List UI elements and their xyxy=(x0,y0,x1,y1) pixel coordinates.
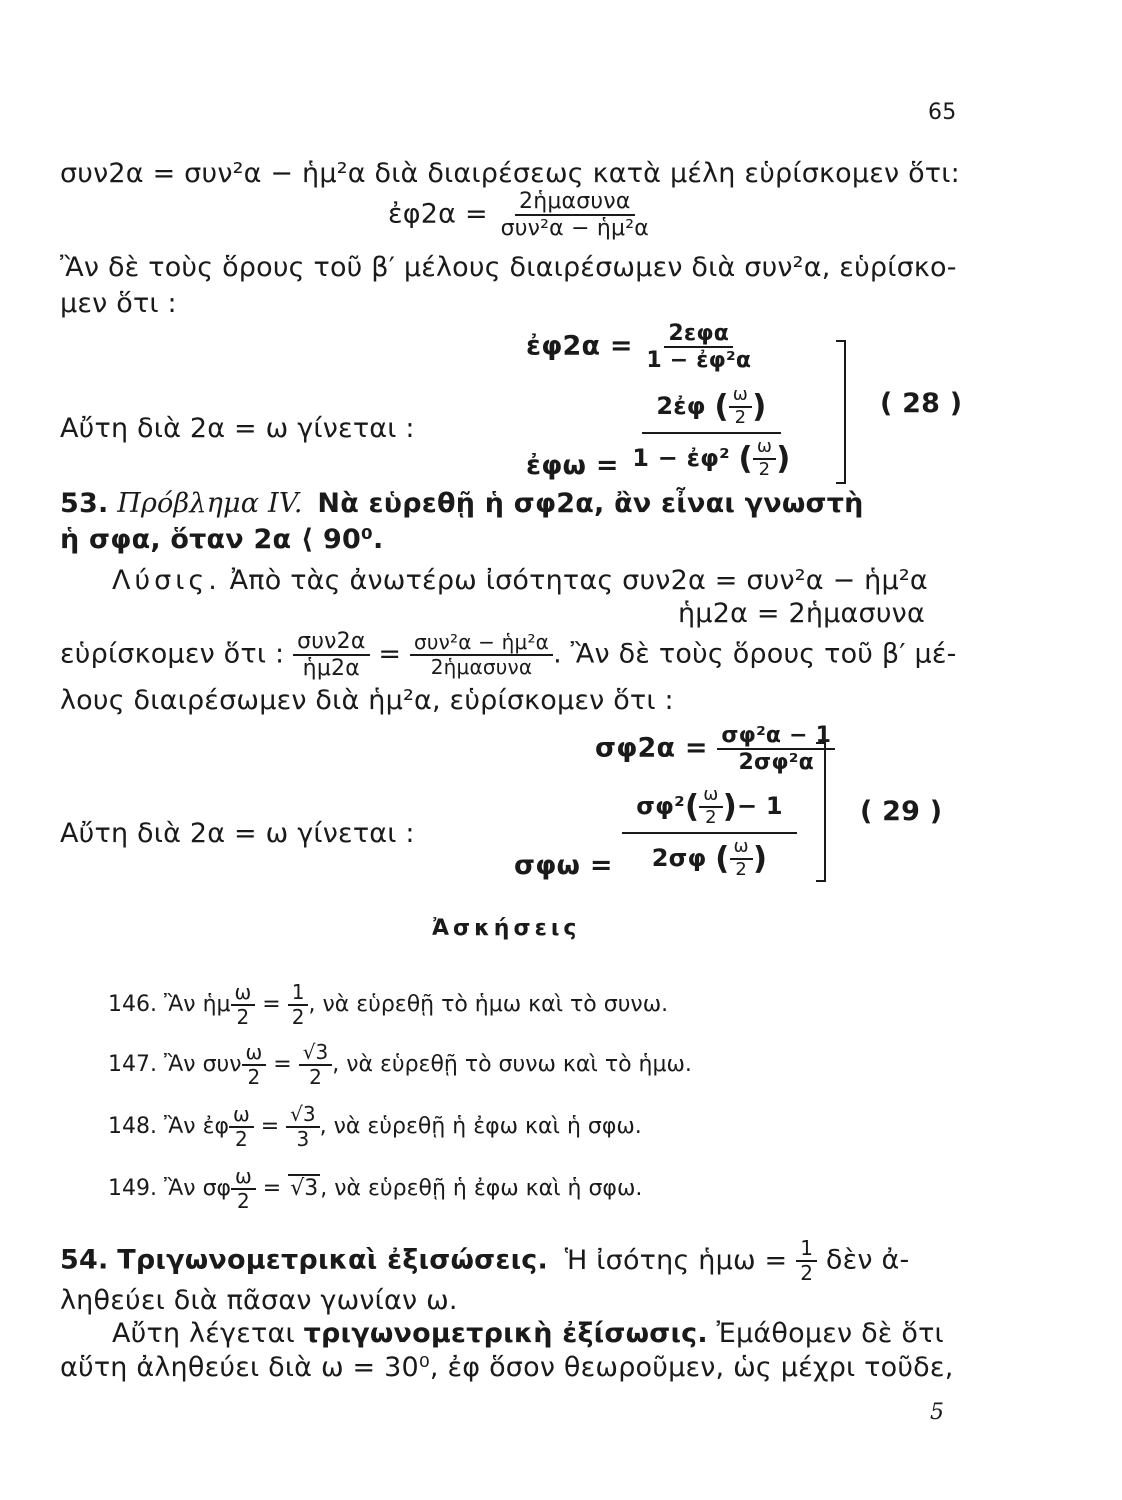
two-label: 2 xyxy=(234,1127,248,1151)
half-den: 2 xyxy=(800,1261,814,1285)
exercise-function: σφ xyxy=(202,1176,232,1201)
omega-label: ω xyxy=(231,1166,256,1190)
omega-label: ω xyxy=(730,838,753,860)
cot-fraction-num: συν2α xyxy=(293,630,369,656)
intro-line-1: συν2α = συν²α − ἡμ²α διὰ διαιρέσεως κατὰ μέλη εὑρίσκομεν ὅτι: xyxy=(60,158,960,189)
exercise-rhs: √3 xyxy=(290,1176,319,1201)
eq29-label: ( 29 ) xyxy=(860,796,943,827)
section53-line-3-a: εὑρίσκομεν ὅτι : xyxy=(60,638,285,670)
eq29-lhs-1: σφ2α = xyxy=(595,732,708,764)
exercise-number: 146. Ἂν xyxy=(108,992,196,1017)
two-label: 2 xyxy=(247,1065,261,1089)
eq29-den-1: 2σφ²α xyxy=(738,750,814,776)
section53-line-3-b: . Ἂν δὲ τοὺς ὅρους τοῦ β′ μέ- xyxy=(553,638,957,670)
exercise-rhs-den: 3 xyxy=(296,1127,310,1151)
exercise-rhs-den: 2 xyxy=(291,1005,305,1029)
eq28-row-1 xyxy=(526,322,755,372)
exercise-function: ἡμ xyxy=(202,992,231,1017)
section54-line-1-a: Ἡ ἰσότης ἡμω = xyxy=(564,1244,788,1276)
exercise-text: , νὰ εὑρεθῇ τὸ συνω καὶ τὸ ἡμω. xyxy=(332,1052,692,1077)
eq28-num-1: 2εφα xyxy=(664,322,733,348)
intro-line-2: Ἂν δὲ τοὺς ὅρους τοῦ β′ μέλους διαιρέσωμεν διὰ συν²α, εὑρίσκο- xyxy=(60,252,957,283)
eq28-label: ( 28 ) xyxy=(880,388,963,419)
eq29-lhs-2: σφω = xyxy=(514,850,613,882)
eq29-text: Αὔτη διὰ 2α = ω γίνεται : xyxy=(60,818,415,849)
exercise-148: 148. Ἂν ἐφ $\frac{\omega}{2}$ = $\frac{√3}{3}$ , νὰ εὑρεθῇ ἡ ἐφω καὶ ἡ σφω. xyxy=(108,1102,642,1151)
omega-label: ω xyxy=(699,786,722,808)
two-label: 2 xyxy=(735,858,748,880)
exercise-number: 147. Ἂν xyxy=(108,1052,196,1077)
section53-statement-1: Νὰ εὑρεθῇ ἡ σφ2α, ἂν εἶναι γνωστὴ xyxy=(317,488,864,519)
section53-line-4: λους διαιρέσωμεν διὰ ἡμ²α, εὑρίσκομεν ὅτι : xyxy=(60,685,674,716)
eq29-row-1 xyxy=(595,724,835,774)
section53-title: Πρόβλημα IV. xyxy=(117,488,303,519)
section53-heading xyxy=(60,488,864,519)
two-label: 2 xyxy=(734,406,747,428)
exercise-147: 147. Ἂν συν $\frac{\omega}{2}$ = $\frac{√3}{2}$ , νὰ εὑρεθῇ τὸ συνω καὶ τὸ ἡμω. xyxy=(108,1040,692,1089)
lysis-label: Λύσις. xyxy=(112,565,221,596)
page-number: 65 xyxy=(928,100,957,125)
eq28-num-2: 2ἐφ xyxy=(656,391,706,420)
exercise-149: 149. Ἂν σφ $\frac{\omega}{2}$ = √3, νὰ εὑρεθῇ ἡ ἐφω καὶ ἡ σφω. xyxy=(108,1164,643,1213)
eq28-den-1: 1 − ἐφ²α xyxy=(646,348,752,374)
eq28-text: Αὔτη διὰ 2α = ω γίνεται : xyxy=(60,413,415,444)
eq29-num-2-b: − 1 xyxy=(737,791,783,820)
exercise-function: ἐφ xyxy=(202,1114,229,1139)
cot-fraction-num-2: συν²α − ἡμ²α xyxy=(410,632,553,656)
exercises-heading: Ἀσκήσεις xyxy=(432,916,581,941)
two-label: 2 xyxy=(705,806,717,828)
exercise-text: , νὰ εὑρεθῇ ἡ ἐφω καὶ ἡ σφω. xyxy=(320,1176,643,1201)
section53-line-2: ἡμ2α = 2ἡμασυνα xyxy=(678,598,925,629)
section54-title: Τριγωνομετρικαὶ ἐξισώσεις. xyxy=(117,1244,548,1276)
omega-label: ω xyxy=(242,1042,267,1066)
eq28-den-2: 1 − ἐφ² xyxy=(632,443,730,472)
eq28-lhs-2: ἐφω = xyxy=(526,450,619,482)
exercise-146: 146. Ἂν ἡμ $\frac{\omega}{2}$ = $\frac{1}{2}$ , νὰ εὑρεθῇ τὸ ἡμω καὶ τὸ συνω. xyxy=(108,980,669,1029)
section54-line-1-b: δὲν ἀ- xyxy=(825,1244,910,1276)
eq28-brace xyxy=(836,340,846,484)
exercise-rhs-den: 2 xyxy=(309,1065,322,1089)
eq-tan2a-denominator: συν²α − ἡμ²α xyxy=(500,216,649,242)
exercise-text: , νὰ εὑρεθῇ τὸ ἡμω καὶ τὸ συνω. xyxy=(308,992,669,1017)
omega-label: ω xyxy=(229,1104,254,1128)
exercise-rhs-num: 1 xyxy=(288,982,309,1006)
footer-page-number: 5 xyxy=(930,1400,944,1425)
exercise-text: , νὰ εὑρεθῇ ἡ ἐφω καὶ ἡ σφω. xyxy=(319,1114,642,1139)
two-label: 2 xyxy=(758,458,771,480)
half-num: 1 xyxy=(796,1238,817,1262)
section53-number: 53. xyxy=(60,488,109,519)
eq29-row-2: σφω = σφ²( $\frac{\omega}{2}$ )− 1 2σφ ( $\frac{\omega}{2}$ ) xyxy=(514,780,797,874)
two-label: 2 xyxy=(236,1005,250,1029)
section53-line-3: εὑρίσκομεν ὅτι : $\frac{\text{συν2α}}{\text{ἡμ2α}}$ = $\frac{\text{συν²α − ἡμ²α}}{\text{2ἡμασυνα}}$ . Ἂν δὲ τοὺς ὅρους τοῦ β′ μέ- xyxy=(60,629,957,682)
section54-line-1 xyxy=(60,1238,909,1284)
exercise-function: συν xyxy=(202,1052,242,1077)
eq-tan2a-lhs: ἐφ2α = xyxy=(388,198,488,230)
omega-label: ω xyxy=(231,982,256,1006)
eq29-num-2-a: σφ² xyxy=(636,791,685,820)
section54-line-3-a: Αὔτη λέγεται xyxy=(112,1318,295,1349)
section53-statement-2: ἡ σφα, ὅταν 2α ⟨ 90⁰. xyxy=(60,524,384,555)
section54-line-3-b: τριγωνομετρικὴ ἐξίσωσις. xyxy=(303,1318,708,1349)
section54-line-2: ληθεύει διὰ πᾶσαν γωνίαν ω. xyxy=(60,1285,458,1316)
section54-line-3 xyxy=(112,1318,944,1349)
exercise-number: 148. Ἂν xyxy=(108,1114,196,1139)
exercise-rhs-num: √3 xyxy=(286,1104,319,1128)
eq29-brace xyxy=(816,742,826,882)
exercise-number: 149. Ἂν xyxy=(108,1176,196,1201)
cot-fraction-den-2: 2ἡμασυνα xyxy=(430,655,533,680)
cot-fraction-den: ἡμ2α xyxy=(302,656,360,682)
section53-line-1 xyxy=(112,565,928,596)
exercise-rhs-num: √3 xyxy=(299,1042,332,1066)
section54-number: 54. xyxy=(60,1244,109,1276)
eq29-den-2: 2σφ xyxy=(651,843,707,872)
eq28-lhs-1: ἐφ2α = xyxy=(526,330,633,362)
intro-line-3: μεν ὅτι : xyxy=(60,288,177,319)
omega-label: ω xyxy=(753,438,776,460)
eq28-row-2: ἐφω = 2ἐφ ( $\frac{\omega}{2}$ ) 1 − ἐφ² ( $\frac{\omega}{2}$ ) xyxy=(526,384,791,482)
omega-label: ω xyxy=(729,386,752,408)
section54-line-3-c: Ἐμάθομεν δὲ ὅτι xyxy=(716,1318,944,1349)
eq29-num-1: σφ²α − 1 xyxy=(717,724,835,750)
eq-tan2a xyxy=(388,190,653,240)
section53-line-1-text: Ἀπὸ τὰς ἀνωτέρω ἰσότητας συν2α = συν²α − ἡμ²α xyxy=(229,565,928,596)
eq-tan2a-numerator: 2ἡμασυνα xyxy=(515,190,635,216)
section54-line-4: αὕτη ἀληθεύει διὰ ω = 30⁰, ἐφ ὅσον θεωροῦμεν, ὡς μέχρι τοῦδε, xyxy=(60,1352,954,1383)
two-label: 2 xyxy=(237,1189,250,1213)
